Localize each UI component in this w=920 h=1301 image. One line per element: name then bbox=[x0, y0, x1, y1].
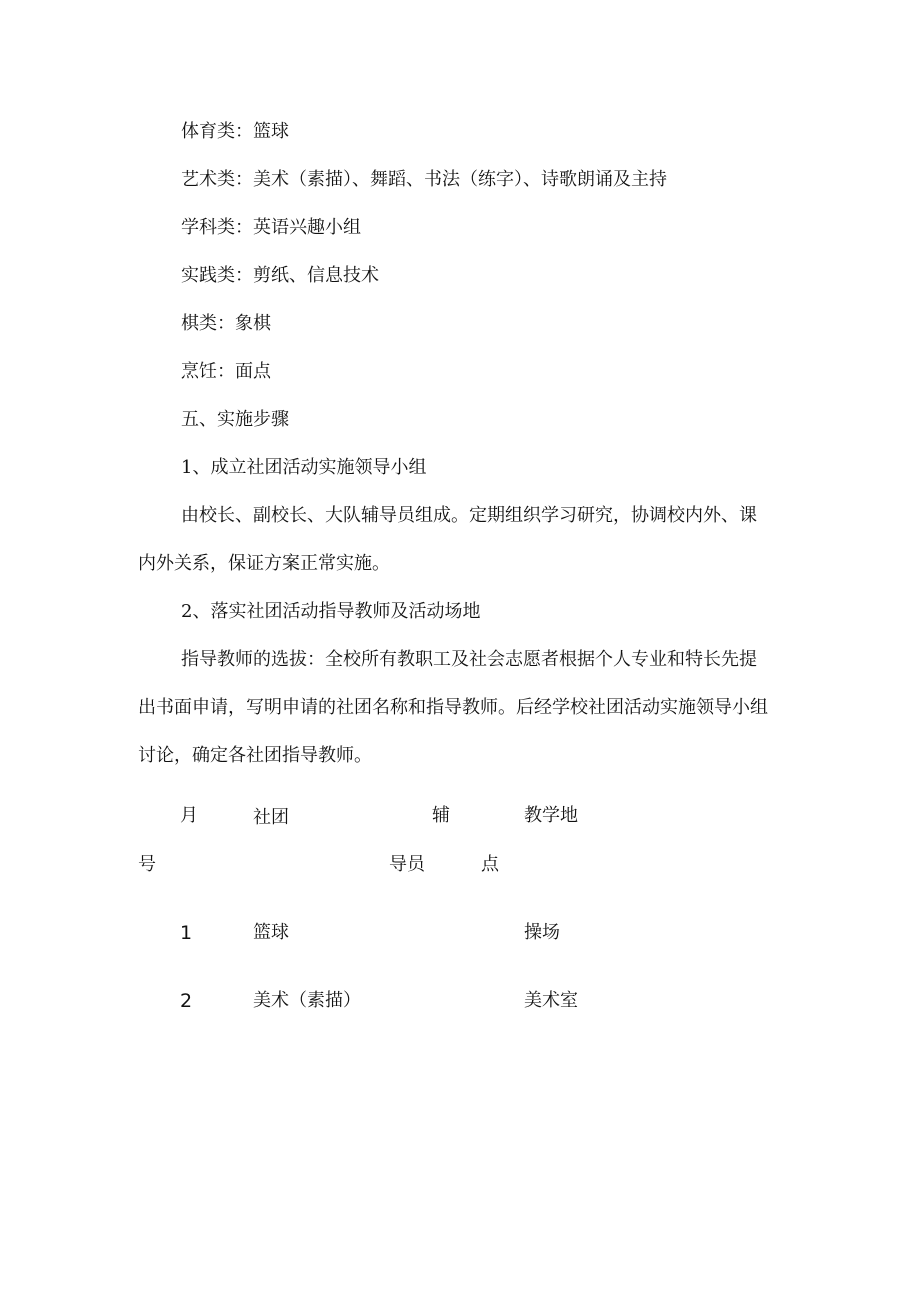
section-heading: 五、实施步骤 bbox=[181, 409, 289, 430]
category-chess: 棋类：象棋 bbox=[181, 313, 271, 334]
step1-heading: 1、成立社团活动实施领导小组 bbox=[181, 457, 427, 478]
header-tutor-bottom: 导员 bbox=[389, 854, 425, 875]
row-place: 美术室 bbox=[524, 990, 578, 1011]
row-number: 2 bbox=[180, 990, 193, 1012]
step2-heading: 2、落实社团活动指导教师及活动场地 bbox=[181, 601, 481, 622]
header-month-bottom: 号 bbox=[138, 854, 156, 875]
header-location-bottom: 点 bbox=[481, 854, 499, 875]
row-number: 1 bbox=[180, 922, 193, 944]
step1-body-line2: 内外关系，保证方案正常实施。 bbox=[138, 553, 390, 574]
header-tutor-top: 辅 bbox=[432, 805, 450, 826]
category-cooking: 烹饪：面点 bbox=[181, 361, 271, 382]
category-subjects: 学科类：英语兴趣小组 bbox=[181, 217, 361, 238]
row-club: 美术（素描） bbox=[253, 990, 361, 1011]
step2-body-line2: 出书面申请，写明申请的社团名称和指导教师。后经学校社团活动实施领导小组 bbox=[138, 697, 768, 718]
step1-body-line1: 由校长、副校长、大队辅导员组成。定期组织学习研究，协调校内外、课 bbox=[181, 505, 757, 526]
step2-body-line3: 讨论，确定各社团指导教师。 bbox=[138, 745, 372, 766]
category-sports: 体育类：篮球 bbox=[181, 121, 289, 142]
header-month-top: 月 bbox=[180, 805, 198, 826]
header-club: 社团 bbox=[253, 807, 289, 828]
header-location-top: 教学地 bbox=[524, 805, 578, 826]
category-arts: 艺术类：美术（素描）、舞蹈、书法（练字）、诗歌朗诵及主持 bbox=[181, 169, 667, 190]
row-place: 操场 bbox=[524, 922, 560, 943]
category-practice: 实践类：剪纸、信息技术 bbox=[181, 265, 379, 286]
step2-body-line1: 指导教师的选拔：全校所有教职工及社会志愿者根据个人专业和特长先提 bbox=[181, 649, 757, 670]
row-club: 篮球 bbox=[253, 922, 289, 943]
